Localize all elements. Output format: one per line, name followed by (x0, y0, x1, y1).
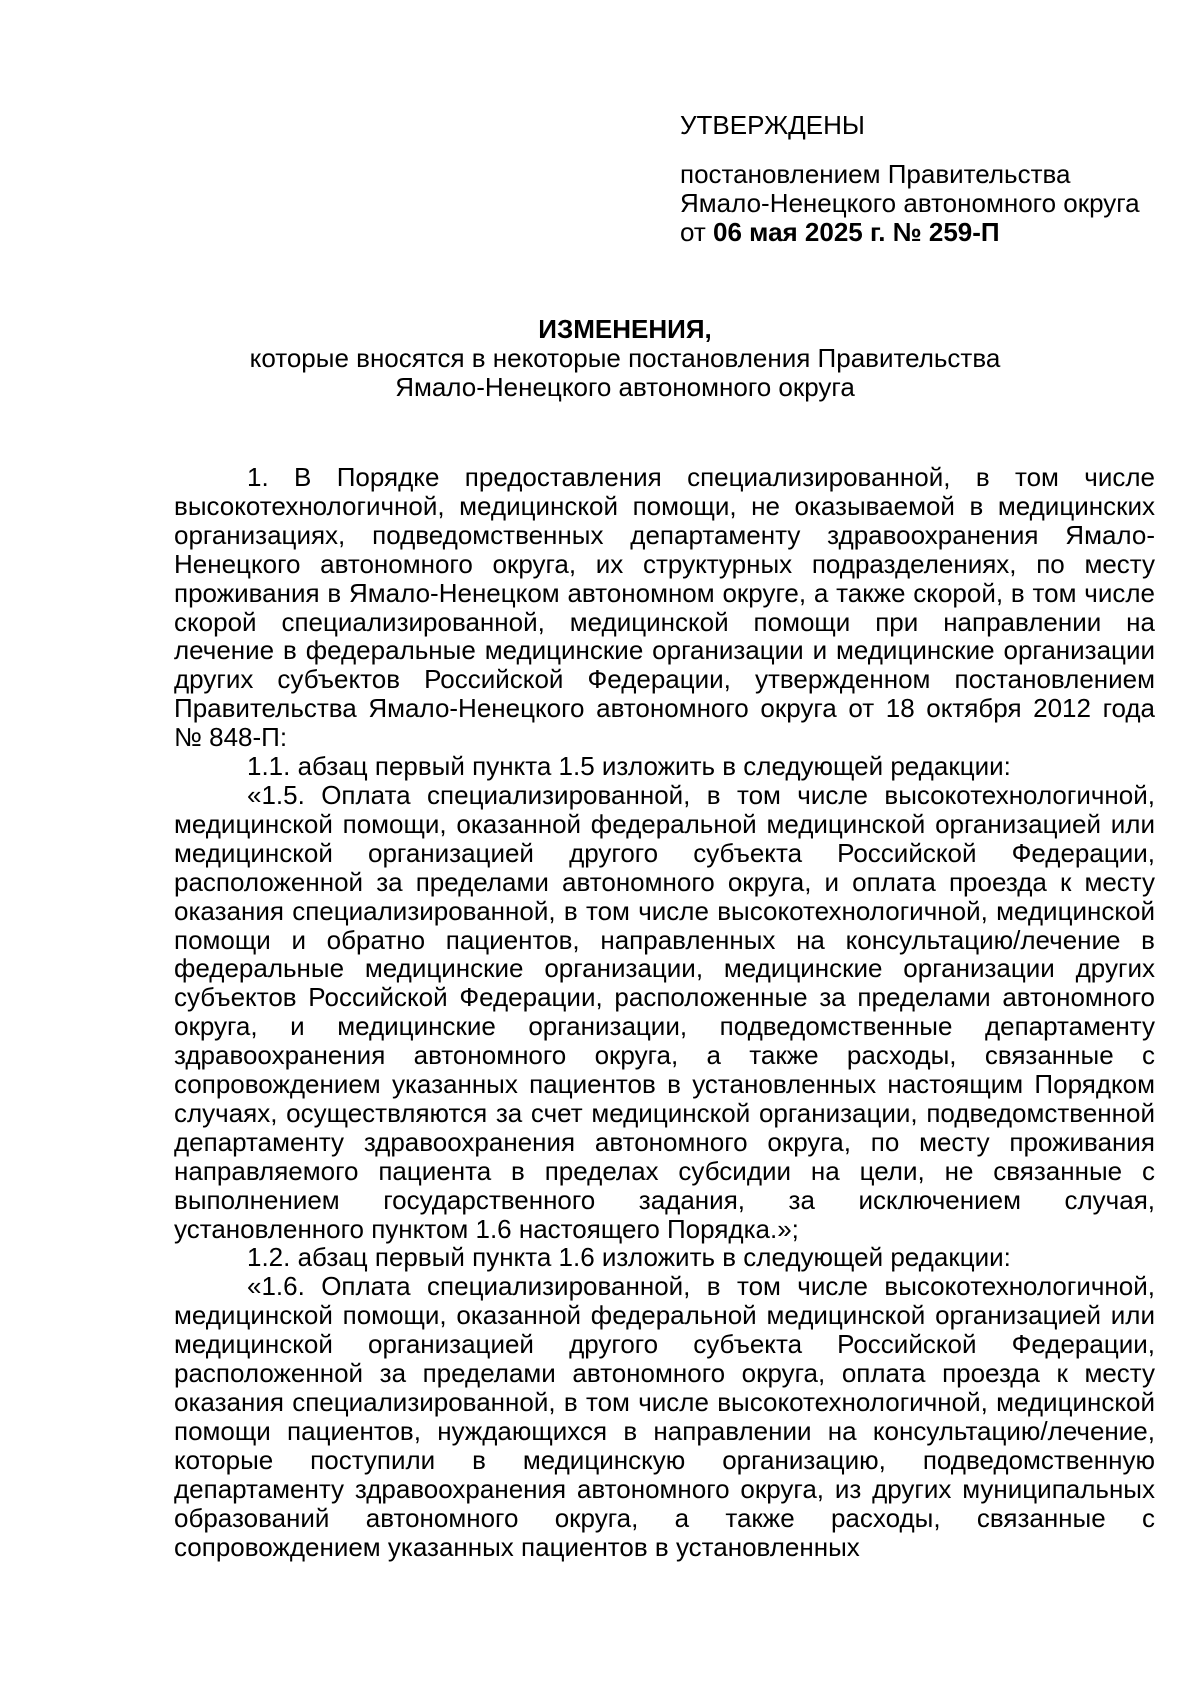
approval-date-prefix: от (680, 217, 706, 247)
approval-line-resolution: постановлением Правительства (680, 159, 1071, 189)
paragraph-item-1: 1. В Порядке предоставления специализированной, в том числе высокотехнологичной, медицинской помощи, не оказываемой в медицинских организациях, подведомственных департаменту здравоохранения Ямало-Ненецкого автономного округа, их структурных подразделениях, по месту проживания в Ямало-Ненецком автономном округе, а также скорой, в том числе скорой специализированной, медицинской помощи при направлении на лечение в федеральные медицинские организации и медицинские организации других субъектов Российской Федерации, утвержденном постановлением Правительства Ямало-Ненецкого автономного округа от 18 октября 2012 года № 848-П: (174, 462, 1155, 753)
paragraph-quote-1-6: «1.6. Оплата специализированной, в том числе высокотехнологичной, медицинской помощи, оказанной федеральной медицинской организацией или медицинской организацией другого субъекта Российской Федерации, расположенной за пределами автономного округа, оплата проезда к месту оказания специализированной, в том числе высокотехнологичной, медицинской помощи пациентов, нуждающихся в направлении на консультацию/лечение, которые поступили в медицинскую организацию, подведомственную департаменту здравоохранения автономного округа, из других муниципальных образований автономного округа, а также расходы, связанные с сопровождением указанных пациентов в установленных (174, 1271, 1155, 1562)
document-title: ИЗМЕНЕНИЯ, (538, 314, 712, 344)
approval-date-number: 06 мая 2025 г. № 259-П (713, 217, 1000, 247)
document-subtitle-line-2: Ямало-Ненецкого автономного округа (395, 372, 855, 402)
approved-label: УТВЕРЖДЕНЫ (680, 110, 865, 140)
approval-line-region: Ямало-Ненецкого автономного округа (680, 188, 1140, 218)
paragraph-item-1-2: 1.2. абзац первый пункта 1.6 изложить в следующей редакции: (247, 1242, 1011, 1273)
document-title-block (175, 315, 1075, 402)
document-body (174, 463, 1155, 1561)
approval-date-line (680, 218, 1160, 247)
document-subtitle-line-1: которые вносятся в некоторые постановления Правительства (249, 343, 1001, 373)
paragraph-quote-1-5: «1.5. Оплата специализированной, в том числе высокотехнологичной, медицинской помощи, оказанной федеральной медицинской организацией или медицинской организацией другого субъекта Российской Федерации, расположенной за пределами автономного округа, и оплата проезда к месту оказания специализированной, в том числе высокотехнологичной, медицинской помощи и обратно пациентов, направленных на консультацию/лечение в федеральные медицинские организации, медицинские организации других субъектов Российской Федерации, расположенные за пределами автономного округа, и медицинские организации, подведомственные департаменту здравоохранения автономного округа, а также расходы, связанные с сопровождением указанных пациентов в установленных настоящим Порядком случаях, осуществляются за счет медицинской организации, подведомственной департаменту здравоохранения автономного округа, по месту проживания направляемого пациента в пределах субсидии на цели, не связанные с выполнением государственного задания, за исключением случая, установленного пунктом 1.6 настоящего Порядка.»; (174, 779, 1155, 1244)
paragraph-item-1-1: 1.1. абзац первый пункта 1.5 изложить в следующей редакции: (247, 751, 1011, 782)
approval-block (680, 111, 1160, 247)
